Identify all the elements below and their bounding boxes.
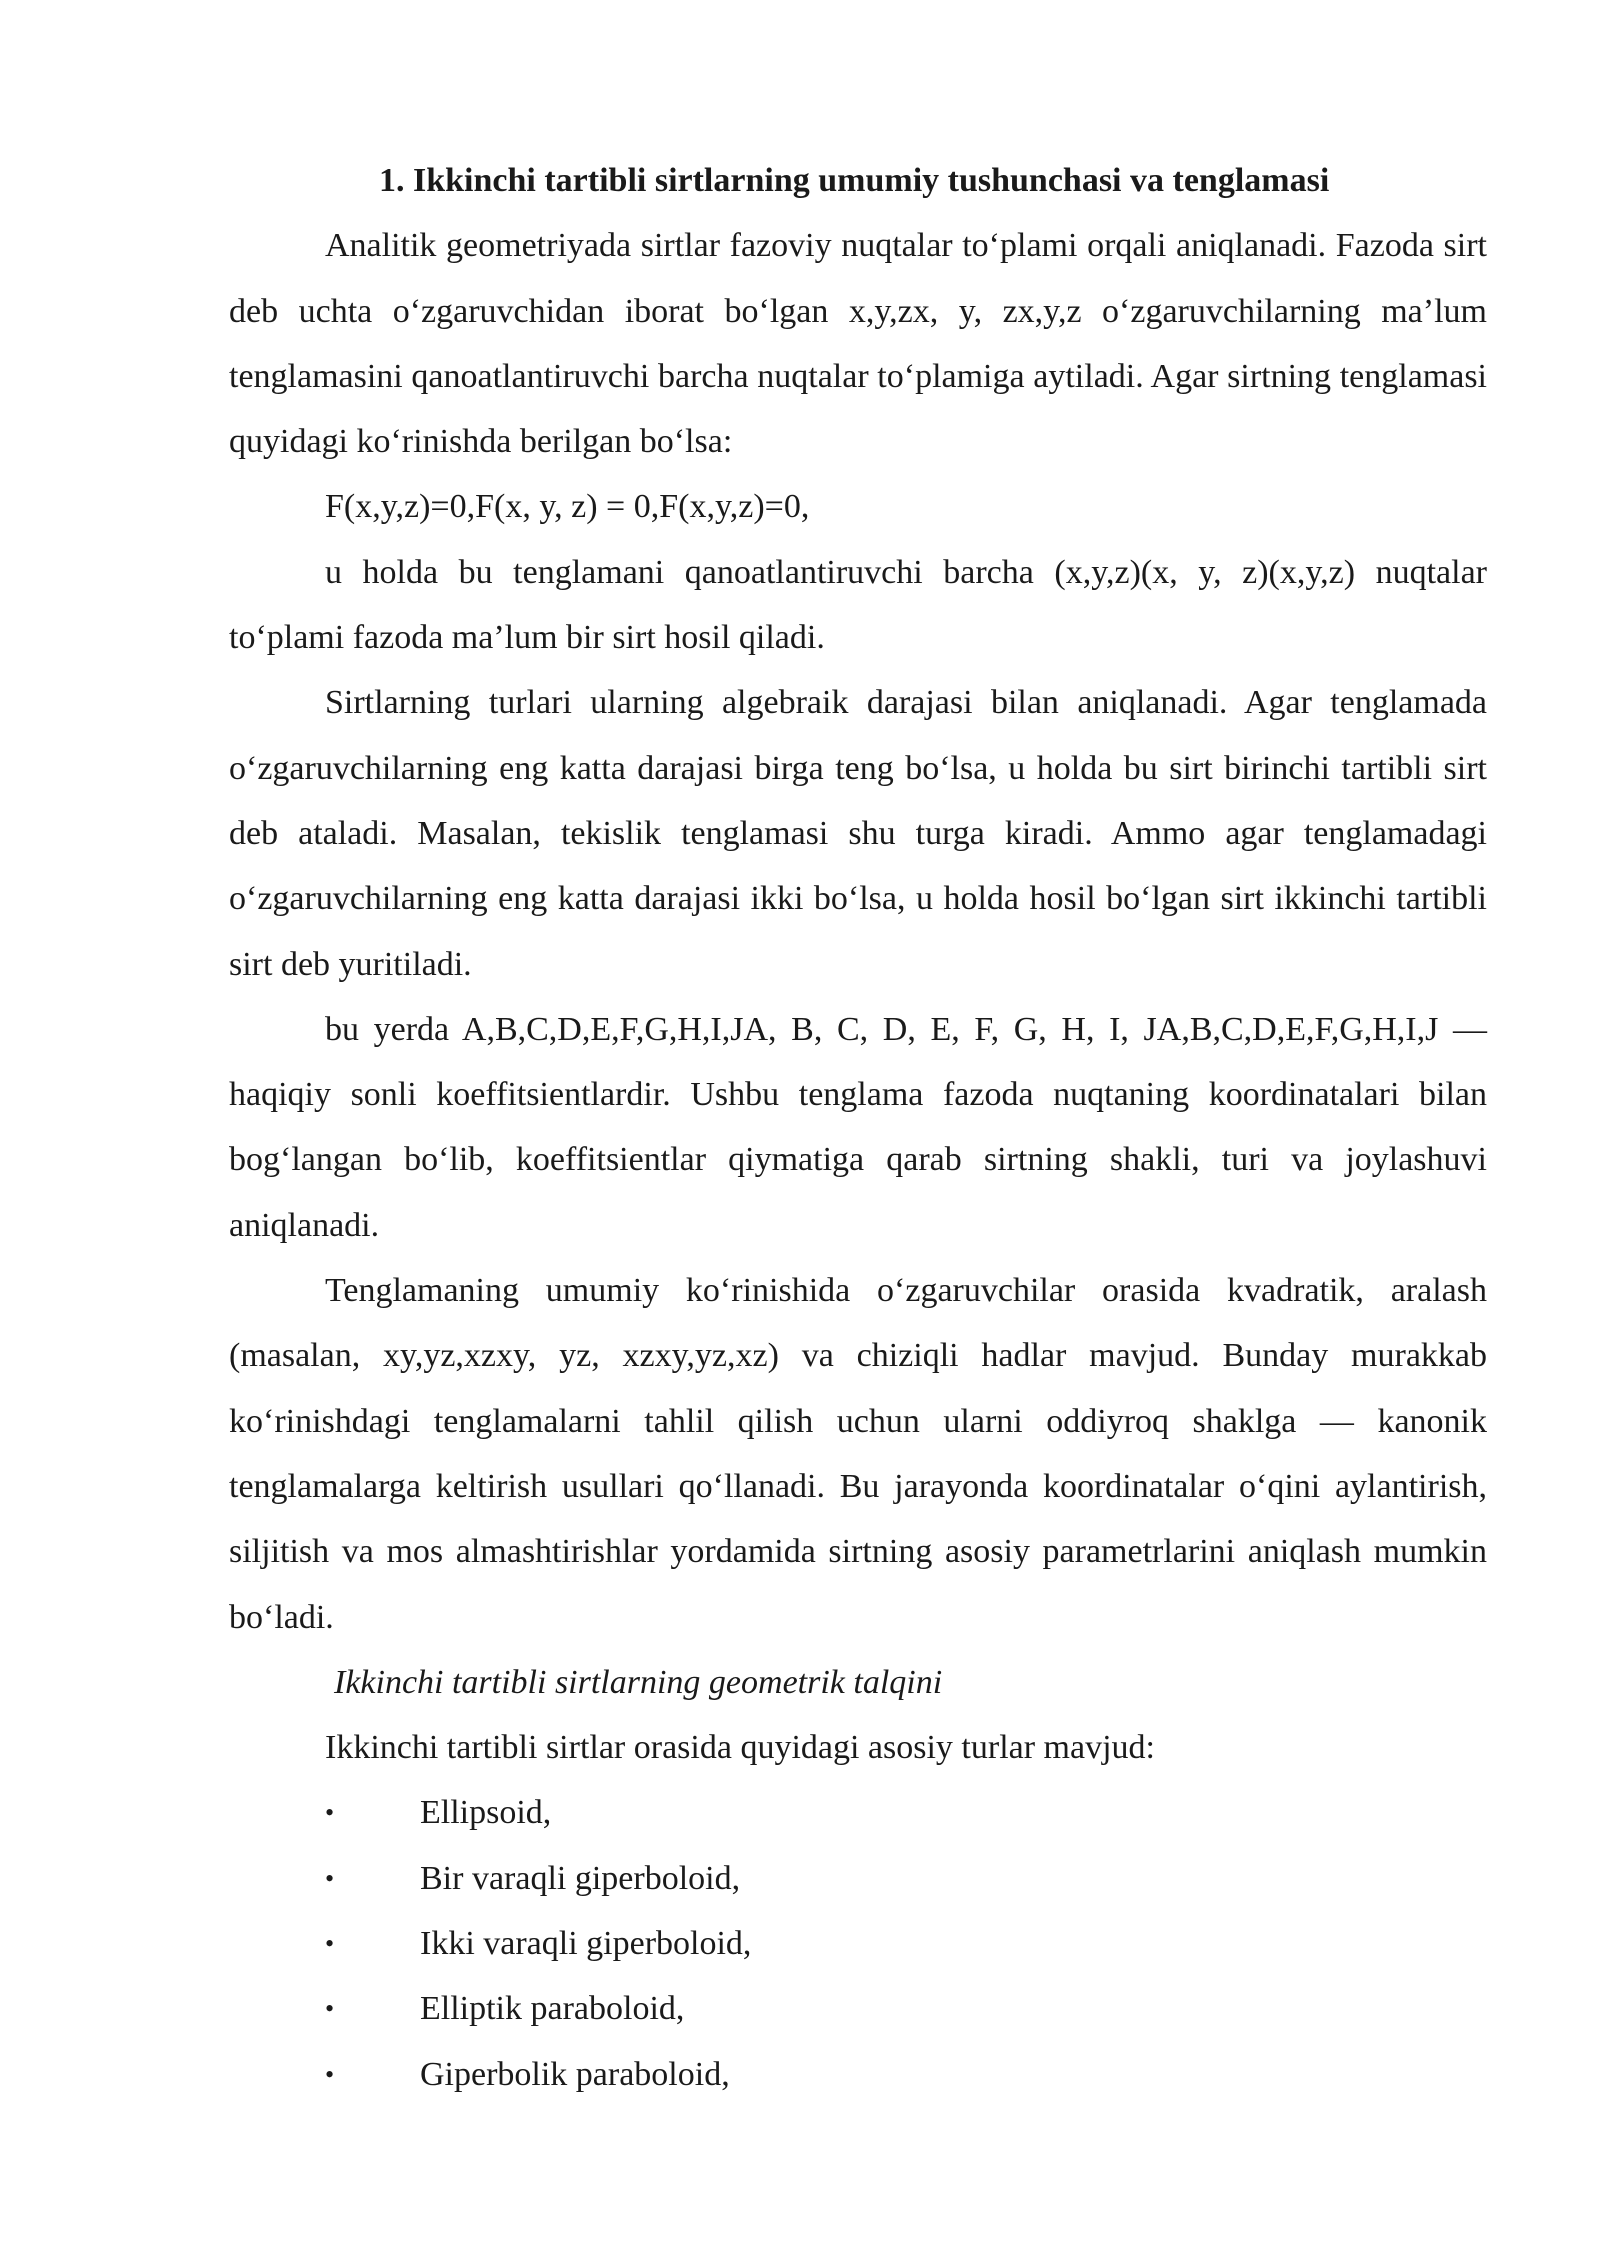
- paragraph-types: Sirtlarning turlari ularning algebraik darajasi bilan aniqlanadi. Agar tenglamada o‘zgaruvchilarning eng katta darajasi birga teng bo‘lsa, u holda bu sirt birinchi tartibli sirt deb ataladi. Masalan, tekislik tenglamasi shu turga kiradi. Ammo agar tenglamadagi o‘zgaruvchilarning eng katta darajasi ikki bo‘lsa, u holda hosil bo‘lgan sirt ikkinchi tartibli sirt deb yuritiladi.: [229, 684, 1487, 983]
- list-item: [229, 1780, 1487, 1845]
- paragraph-definition: Analitik geometriyada sirtlar fazoviy nuqtalar to‘plami orqali aniqlanadi. Fazoda sirt deb uchta o‘zgaruvchidan iborat bo‘lgan x,y,zx, y, zx,y,z o‘zgaruvchilarning ma’lum tenglamasini qanoatlantiruvchi barcha nuqtalar to‘plamiga aytiladi. Agar sirtning tenglamasi quyidagi ko‘rinishda berilgan bo‘lsa:: [229, 227, 1487, 461]
- paragraph-points: u holda bu tenglamani qanoatlantiruvchi barcha (x,y,z)(x, y, z)(x,y,z) nuqtalar to‘plami fazoda ma’lum bir sirt hosil qiladi.: [229, 553, 1487, 657]
- list-item-text: Giperbolik paraboloid,: [420, 2055, 730, 2093]
- list-item: [229, 1976, 1487, 2041]
- list-item: [229, 1911, 1487, 1976]
- paragraph-coefficients: bu yerda A,B,C,D,E,F,G,H,I,JA, B, C, D, E, F, G, H, I, JA,B,C,D,E,F,G,H,I,J — haqiqiy sonli koeffitsientlardir. Ushbu tenglama fazoda nuqtaning koordinatalari bilan bog‘langan bo‘lib, koeffitsientlar qiymatiga qarab sirtning shakli, turi va joylashuvi aniqlanadi.: [229, 1010, 1487, 1244]
- list-intro: Ikkinchi tartibli sirtlar orasida quyidagi asosiy turlar mavjud:: [325, 1729, 1155, 1767]
- document-page: [229, 148, 1487, 2107]
- bullet-icon: •: [325, 1994, 335, 2024]
- paragraph-canonical: Tenglamaning umumiy ko‘rinishida o‘zgaruvchilar orasida kvadratik, aralash (masalan, xy,yz,xzxy, yz, xzxy,yz,xz) va chiziqli hadlar mavjud. Bunday murakkab ko‘rinishdagi tenglamalarni tahlil qilish uchun ularni oddiyroq shaklga — kanonik tenglamalarga keltirish usullari qo‘llanadi. Bu jarayonda koordinatalar o‘qini aylantirish, siljitish va mos almashtirishlar yordamida sirtning asosiy parametrlarini aniqlash mumkin bo‘ladi.: [229, 1272, 1487, 1636]
- section-heading: 1. Ikkinchi tartibli sirtlarning umumiy tushunchasi va tenglamasi: [379, 162, 1330, 199]
- equation-line: F(x,y,z)=0,F(x, y, z) = 0,F(x,y,z)=0,: [325, 488, 810, 526]
- list-item: [229, 2042, 1487, 2107]
- list-item-text: Ellipsoid,: [420, 1794, 552, 1832]
- list-item-text: Bir varaqli giperboloid,: [420, 1859, 741, 1897]
- bullet-icon: •: [325, 1798, 335, 1828]
- bullet-icon: •: [325, 2059, 335, 2089]
- surface-types-list: [229, 1780, 1487, 2106]
- list-item-text: Ikki varaqli giperboloid,: [420, 1925, 752, 1963]
- subsection-heading: Ikkinchi tartibli sirtlarning geometrik talqini: [334, 1663, 943, 1701]
- list-item-text: Elliptik paraboloid,: [420, 1990, 685, 2028]
- list-item: [229, 1846, 1487, 1911]
- bullet-icon: •: [325, 1929, 335, 1959]
- bullet-icon: •: [325, 1863, 335, 1893]
